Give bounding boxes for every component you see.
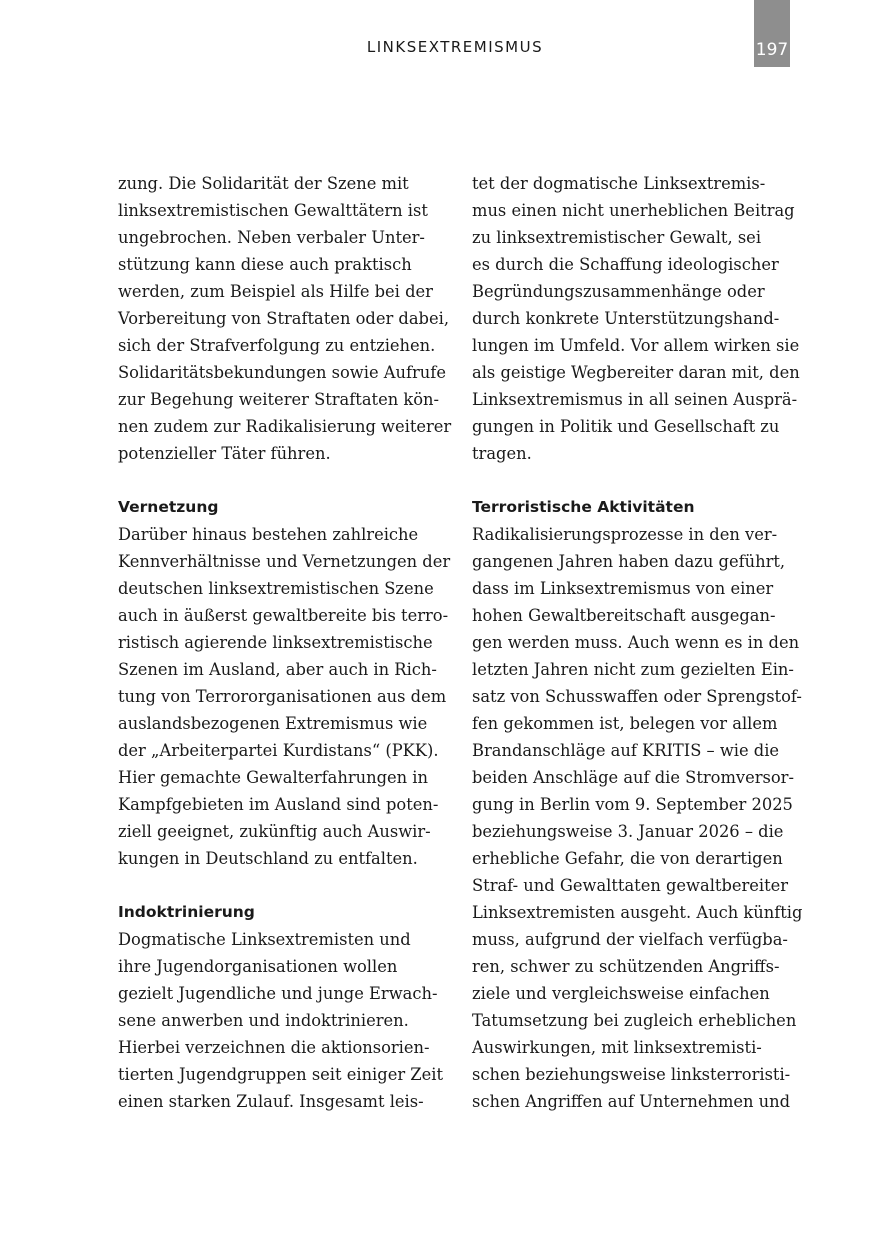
text-line: tierten Jugendgruppen seit einiger Zeit bbox=[118, 1065, 443, 1084]
text-line: Linksextremismus in all seinen Ausprä- bbox=[472, 390, 798, 409]
text-line: ziell geeignet, zukünftig auch Auswir- bbox=[118, 822, 431, 841]
text-line: muss, aufgrund der vielfach verfügba- bbox=[472, 930, 788, 949]
text-line: dass im Linksextremismus von einer bbox=[472, 579, 774, 598]
text-line: gangenen Jahren haben dazu geführt, bbox=[472, 552, 786, 571]
text-line: fen gekommen ist, belegen vor allem bbox=[472, 714, 778, 733]
text-line: Linksextremisten ausgeht. Auch künftig bbox=[472, 903, 803, 922]
text-line: ren, schwer zu schützenden Angriffs- bbox=[472, 957, 780, 976]
page-number: 197 bbox=[755, 40, 789, 60]
text-line: deutschen linksextremistischen Szene bbox=[118, 579, 434, 598]
text-line: beiden Anschläge auf die Stromversor- bbox=[472, 768, 794, 787]
right-text-column bbox=[472, 170, 807, 1115]
text-line: beziehungsweise 3. Januar 2026 – die bbox=[472, 822, 784, 841]
page-number-tab bbox=[754, 0, 790, 67]
text-line: Solidaritätsbekundungen sowie Aufrufe bbox=[118, 363, 446, 382]
text-line: es durch die Schaffung ideologischer bbox=[472, 255, 779, 274]
text-line: als geistige Wegbereiter daran mit, den bbox=[472, 363, 800, 382]
text-line: hohen Gewaltbereitschaft ausgegan- bbox=[472, 606, 776, 625]
text-line: Hierbei verzeichnen die aktionsorien- bbox=[118, 1038, 430, 1057]
text-line: der „Arbeiterpartei Kurdistans“ (PKK). bbox=[118, 741, 439, 760]
text-line: ihre Jugendorganisationen wollen bbox=[118, 957, 398, 976]
section-heading-indoktrinierung: Indoktrinierung bbox=[118, 903, 255, 921]
text-line: Begründungszusammenhänge oder bbox=[472, 282, 765, 301]
text-line: linksextremistischen Gewalttätern ist bbox=[118, 201, 428, 220]
vernetzung-paragraph bbox=[118, 521, 453, 872]
text-line: Straf- und Gewalttaten gewaltbereiter bbox=[472, 876, 789, 895]
text-line: auch in äußerst gewaltbereite bis terro- bbox=[118, 606, 449, 625]
section-heading-vernetzung: Vernetzung bbox=[118, 498, 219, 516]
text-line: Brandanschläge auf KRITIS – wie die bbox=[472, 741, 780, 760]
text-line: schen beziehungsweise linksterroristi- bbox=[472, 1065, 791, 1084]
text-line: schen Angriffen auf Unternehmen und bbox=[472, 1092, 791, 1111]
text-line: Tatumsetzung bei zugleich erheblichen bbox=[472, 1011, 797, 1030]
text-line: Vorbereitung von Straftaten oder dabei, bbox=[118, 309, 449, 328]
text-line: tet der dogmatische Linksextremis- bbox=[472, 174, 766, 193]
text-line: zur Begehung weiterer Straftaten kön- bbox=[118, 390, 440, 409]
text-line: gen werden muss. Auch wenn es in den bbox=[472, 633, 800, 652]
text-line: tung von Terrororganisationen aus dem bbox=[118, 687, 447, 706]
text-line: zu linksextremistischer Gewalt, sei bbox=[472, 228, 762, 247]
text-line: einen starken Zulauf. Insgesamt leis- bbox=[118, 1092, 424, 1111]
text-line: gungen in Politik und Gesellschaft zu bbox=[472, 417, 780, 436]
text-line: Dogmatische Linksextremisten und bbox=[118, 930, 411, 949]
text-line: gung in Berlin vom 9. September 2025 bbox=[472, 795, 793, 814]
left-text-column bbox=[118, 170, 453, 1115]
text-line: werden, zum Beispiel als Hilfe bei der bbox=[118, 282, 433, 301]
text-line: ristisch agierende linksextremistische bbox=[118, 633, 433, 652]
text-line: auslandsbezogenen Extremismus wie bbox=[118, 714, 428, 733]
text-line: stützung kann diese auch praktisch bbox=[118, 255, 412, 274]
text-line: durch konkrete Unterstützungshand- bbox=[472, 309, 780, 328]
text-line: ziele und vergleichsweise einfachen bbox=[472, 984, 770, 1003]
text-line: Kennverhältnisse und Vernetzungen der bbox=[118, 552, 451, 571]
text-line: letzten Jahren nicht zum gezielten Ein- bbox=[472, 660, 794, 679]
text-line: Auswirkungen, mit linksextremisti- bbox=[472, 1038, 762, 1057]
text-line: Szenen im Ausland, aber auch in Rich- bbox=[118, 660, 437, 679]
text-line: potenzieller Täter führen. bbox=[118, 444, 331, 463]
indoktrinierung-paragraph bbox=[118, 926, 453, 1115]
text-line: nen zudem zur Radikalisierung weiterer bbox=[118, 417, 452, 436]
text-line: mus einen nicht unerheblichen Beitrag bbox=[472, 201, 795, 220]
text-line: zung. Die Solidarität der Szene mit bbox=[118, 174, 409, 193]
running-header-title: LINKSEXTREMISMUS bbox=[366, 38, 544, 56]
text-line: erhebliche Gefahr, die von derartigen bbox=[472, 849, 783, 868]
text-line: kungen in Deutschland zu entfalten. bbox=[118, 849, 418, 868]
section-heading-terroristische-aktivitaeten: Terroristische Aktivitäten bbox=[472, 498, 695, 516]
text-line: sich der Strafverfolgung zu entziehen. bbox=[118, 336, 436, 355]
text-line: Radikalisierungsprozesse in den ver- bbox=[472, 525, 778, 544]
text-line: gezielt Jugendliche und junge Erwach- bbox=[118, 984, 438, 1003]
text-line: tragen. bbox=[472, 444, 532, 463]
text-line: satz von Schusswaffen oder Sprengstof- bbox=[472, 687, 802, 706]
text-line: ungebrochen. Neben verbaler Unter- bbox=[118, 228, 425, 247]
right-intro-paragraph bbox=[472, 170, 807, 467]
text-line: Kampfgebieten im Ausland sind poten- bbox=[118, 795, 439, 814]
terror-paragraph bbox=[472, 521, 807, 1115]
text-line: sene anwerben und indoktrinieren. bbox=[118, 1011, 409, 1030]
text-line: Hier gemachte Gewalterfahrungen in bbox=[118, 768, 428, 787]
text-line: lungen im Umfeld. Vor allem wirken sie bbox=[472, 336, 800, 355]
left-intro-paragraph bbox=[118, 170, 453, 467]
text-line: Darüber hinaus bestehen zahlreiche bbox=[118, 525, 419, 544]
